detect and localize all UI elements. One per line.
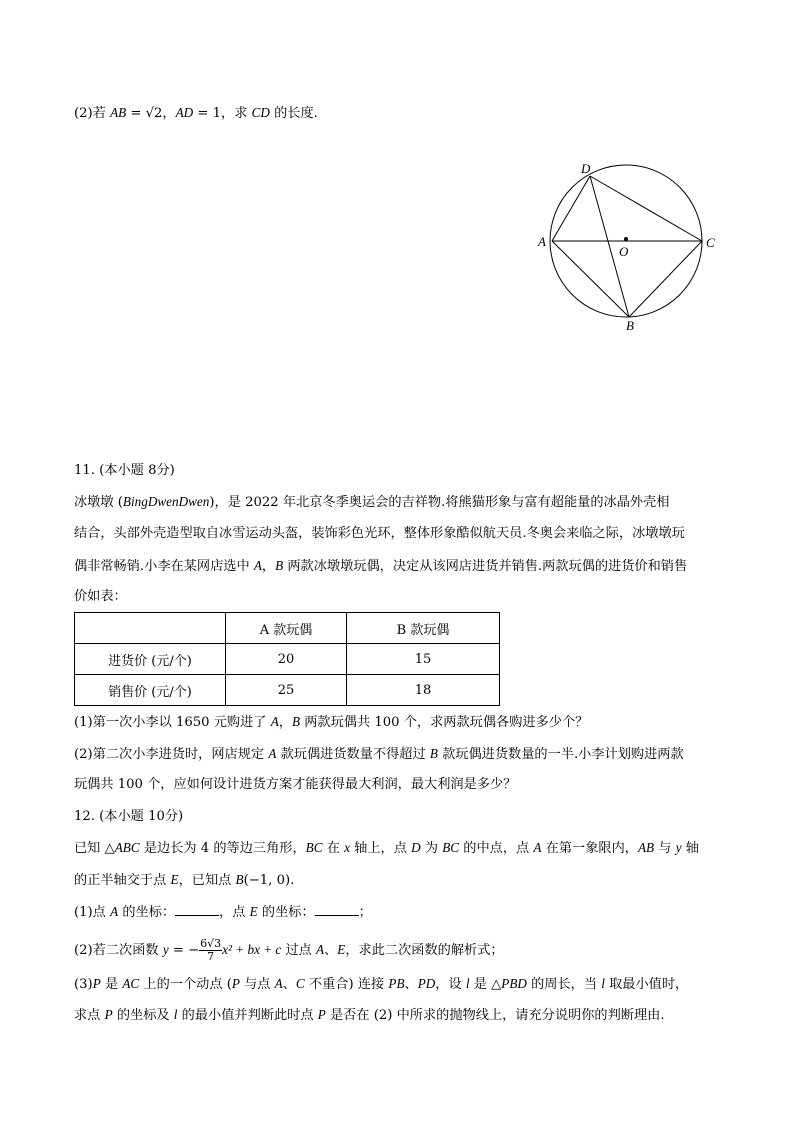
- text: ；: [358, 905, 372, 920]
- text: 的周长，当: [526, 977, 602, 992]
- math-var: PB: [388, 976, 405, 991]
- text: ，点: [219, 905, 250, 920]
- text: 、: [404, 977, 418, 992]
- circle-figure: [530, 155, 730, 335]
- center-point: [624, 237, 628, 241]
- table-row: [75, 644, 500, 675]
- table-cell: B 款玩偶: [347, 613, 500, 644]
- q11-paragraph-line3: [74, 557, 687, 576]
- q11-paragraph-line1: [74, 493, 669, 512]
- text: (2)第二次小李进货时，网店规定: [74, 747, 269, 762]
- math-var: A: [253, 558, 262, 573]
- answer-blank: [175, 903, 219, 916]
- label-a: A: [538, 234, 546, 249]
- label-c: C: [706, 235, 715, 250]
- text: 两款冰墩墩玩偶，决定从该网店进货并销售.两款玩偶的进货价和销售: [283, 559, 688, 574]
- text: )，是 2022 年北京冬季奥运会的吉祥物.将熊猫形象与富有超能量的冰晶外壳相: [209, 495, 670, 510]
- math-var: E: [170, 872, 179, 887]
- math-var: D: [411, 840, 421, 855]
- math-var: C: [295, 976, 305, 991]
- math-var: B: [275, 558, 284, 573]
- math-var: l: [601, 976, 605, 991]
- text: 与点: [239, 977, 275, 992]
- text: 是边长为 4 的等边三角形，: [139, 841, 306, 856]
- math-var: AB: [637, 840, 655, 855]
- math-var: E: [249, 904, 258, 919]
- math-var: ABC: [114, 840, 140, 855]
- fraction: [199, 938, 222, 963]
- text: (1)第一次小李以 1650 元购进了: [74, 715, 271, 730]
- math-var: AD: [175, 105, 194, 120]
- text: 取最小值时，: [604, 977, 689, 992]
- label-o: O: [619, 244, 629, 259]
- math-var: A: [270, 714, 279, 729]
- text: 是 △: [469, 977, 502, 992]
- text: 为: [420, 841, 443, 856]
- text: 款玩偶进货数量不得超过: [276, 747, 430, 762]
- text: 款玩偶进货数量的一半.小李计划购进两款: [437, 747, 684, 762]
- text: 在第一象限内，: [541, 841, 638, 856]
- table-cell: 进货价 (元/个): [75, 644, 226, 675]
- table-header-row: [75, 613, 500, 644]
- q12-part3-line2: [74, 1006, 665, 1025]
- math-var: P: [92, 976, 101, 991]
- text: 在: [322, 841, 345, 856]
- segment-ab: [552, 241, 629, 317]
- label-d: D: [581, 161, 591, 176]
- text: (3): [74, 977, 93, 992]
- table-cell: 25: [226, 675, 347, 706]
- fraction-denominator: 7: [207, 950, 215, 963]
- text: 冰墩墩 (: [74, 495, 123, 510]
- label-b: B: [626, 318, 634, 333]
- table-cell: 18: [347, 675, 500, 706]
- text: 的坐标：: [257, 905, 315, 920]
- text: ，已知点: [178, 873, 236, 888]
- math-var: P: [317, 1007, 326, 1022]
- table-cell: 15: [347, 644, 500, 675]
- text: 是: [100, 977, 123, 992]
- text: 的正半轴交于点: [74, 873, 171, 888]
- q11-paragraph-line2: 结合，头部外壳造型取自冰雪运动头盔，装饰彩色光环，整体形象酷似航天员.冬奥会来临之际，冰墩墩玩: [74, 526, 685, 541]
- q12-part3-line1: [74, 975, 688, 994]
- math-var: PBD: [501, 976, 527, 991]
- table-cell: 20: [226, 644, 347, 675]
- text: ，: [278, 715, 292, 730]
- q12-part2: [74, 936, 504, 965]
- math-expression: x² + bx + c: [222, 942, 282, 957]
- text: (−1, 0).: [243, 873, 295, 888]
- text: 上的一个动点 (: [139, 977, 232, 992]
- math-var: PD: [417, 976, 436, 991]
- q11-part1: [74, 713, 588, 732]
- math-var: BC: [305, 840, 323, 855]
- q12-paragraph-line2: [74, 871, 294, 890]
- q11-part2-line1: [74, 745, 684, 764]
- text: = 1，求: [193, 106, 252, 121]
- q12-header: 12. (本小题 10分): [74, 809, 184, 824]
- text: 与: [654, 841, 676, 856]
- q10-part2-text: [74, 104, 318, 123]
- table-cell: [75, 613, 226, 644]
- text: 是否在 (2) 中所求的抛物线上，请充分说明你的判断理由.: [325, 1008, 665, 1023]
- text: 轴: [681, 841, 699, 856]
- q12-part1: [74, 903, 372, 922]
- text: 已知 △: [74, 841, 115, 856]
- text: 的最小值并判断此时点: [177, 1008, 318, 1023]
- text: 的中点，点: [459, 841, 534, 856]
- text: 不重合) 连接: [304, 977, 389, 992]
- text: (2)若二次函数: [74, 943, 163, 958]
- math-var: AB: [110, 105, 127, 120]
- table-cell: 销售价 (元/个): [75, 675, 226, 706]
- text: ，设: [435, 977, 466, 992]
- math-var: y: [162, 942, 169, 957]
- text: 、: [282, 977, 296, 992]
- math-var: P: [104, 1007, 113, 1022]
- math-var: A: [274, 976, 283, 991]
- math-var: B: [291, 714, 301, 729]
- text: (1)点: [74, 905, 111, 920]
- text: = −: [168, 943, 200, 958]
- math-var: A: [268, 746, 277, 761]
- math-var: P: [231, 976, 240, 991]
- math-var: x: [344, 840, 350, 855]
- text: (2)若: [74, 106, 111, 121]
- text: ，求此二次函数的解析式；: [345, 943, 504, 958]
- text: 、: [324, 943, 338, 958]
- math-var: l: [173, 1007, 178, 1022]
- math-var: BingDwenDwen: [122, 494, 210, 509]
- table-row: [75, 675, 500, 706]
- text: 的坐标及: [112, 1008, 174, 1023]
- math-var: BC: [442, 840, 460, 855]
- segment-dc: [590, 176, 702, 241]
- text: 偶非常畅销.小李在某网店选中: [74, 559, 254, 574]
- text: 过点: [281, 943, 317, 958]
- q11-part2-line2: 玩偶共 100 个，应如何设计进货方案才能获得最大利润，最大利润是多少？: [74, 777, 517, 792]
- math-var: A: [110, 904, 119, 919]
- q11-header: 11. (本小题 8分): [74, 463, 175, 478]
- math-var: A: [316, 942, 325, 957]
- table-cell: A 款玩偶: [226, 613, 347, 644]
- q12-paragraph-line1: [74, 839, 699, 858]
- text: 轴上，点: [349, 841, 412, 856]
- math-var: y: [675, 840, 682, 855]
- math-var: E: [337, 942, 346, 957]
- math-var: B: [429, 746, 438, 761]
- math-var: CD: [251, 105, 270, 120]
- math-var: l: [465, 976, 470, 991]
- math-var: A: [533, 840, 542, 855]
- text: = √2，: [126, 106, 176, 121]
- math-var: AC: [122, 976, 140, 991]
- math-var: B: [235, 872, 244, 887]
- price-table: [74, 612, 500, 706]
- fraction-numerator: 6√3: [200, 937, 222, 950]
- q11-paragraph-line4: 价如表：: [74, 589, 127, 604]
- text: 的长度.: [269, 106, 318, 121]
- text: ，: [261, 559, 276, 574]
- text: 的坐标：: [118, 905, 176, 920]
- answer-blank: [315, 903, 359, 916]
- text: 两款玩偶共 100 个，求两款玩偶各购进多少个？: [300, 715, 589, 730]
- text: 求点: [74, 1008, 105, 1023]
